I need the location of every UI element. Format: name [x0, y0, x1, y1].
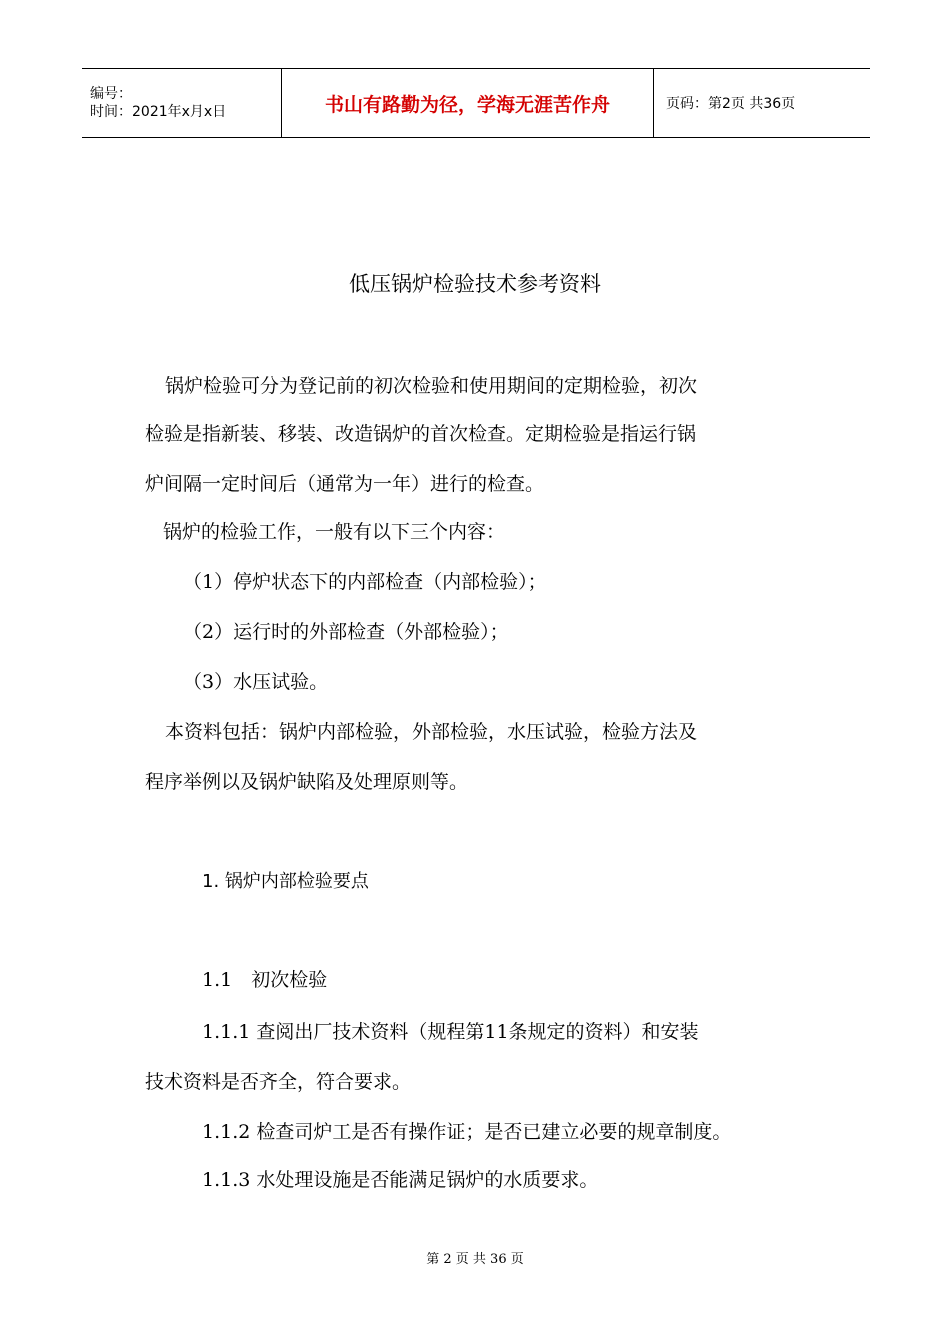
section-1-1-heading: 1.1 初次检验 [202, 969, 328, 991]
intro-line-2: 检验是指新装、移装、改造锅炉的首次检查。定期检验是指运行锅 [145, 423, 697, 445]
time-label: 时间：2021年x月x日 [90, 104, 227, 120]
page-info-text: 页码：第2页 共36页 [666, 96, 796, 112]
intro-line-3: 炉间隔一定时间后（通常为一年）进行的检查。 [145, 473, 545, 495]
header-motto [282, 69, 654, 137]
clause-1-1-3: 1.1.3 水处理设施是否能满足锅炉的水质要求。 [202, 1169, 599, 1191]
page-header [82, 68, 870, 138]
number-label: 编号： [90, 86, 132, 102]
intro-line-1: 锅炉检验可分为登记前的初次检验和使用期间的定期检验，初次 [165, 375, 698, 397]
header-page-info [654, 69, 870, 137]
header-meta [82, 69, 282, 137]
item-1: （1）停炉状态下的内部检查（内部检验）； [183, 571, 547, 593]
section-1-heading: 1. 锅炉内部检验要点 [202, 871, 369, 892]
work-intro: 锅炉的检验工作，一般有以下三个内容： [163, 521, 506, 543]
clause-1-1-2: 1.1.2 检查司炉工是否有操作证；是否已建立必要的规章制度。 [202, 1121, 732, 1143]
scope-line-1: 本资料包括：锅炉内部检验，外部检验，水压试验，检验方法及 [165, 721, 698, 743]
item-3: （3）水压试验。 [183, 671, 329, 693]
page-footer: 第 2 页 共 36 页 [426, 1252, 524, 1267]
document-title: 低压锅炉检验技术参考资料 [349, 272, 601, 296]
motto-text: 书山有路勤为径，学海无涯苦作舟 [324, 93, 610, 116]
clause-1-1-1-line-1: 1.1.1 查阅出厂技术资料（规程第11条规定的资料）和安装 [202, 1021, 699, 1043]
scope-line-2: 程序举例以及锅炉缺陷及处理原则等。 [145, 771, 469, 793]
clause-1-1-1-line-2: 技术资料是否齐全，符合要求。 [145, 1071, 412, 1093]
item-2: （2）运行时的外部检查（外部检验）； [183, 621, 509, 643]
